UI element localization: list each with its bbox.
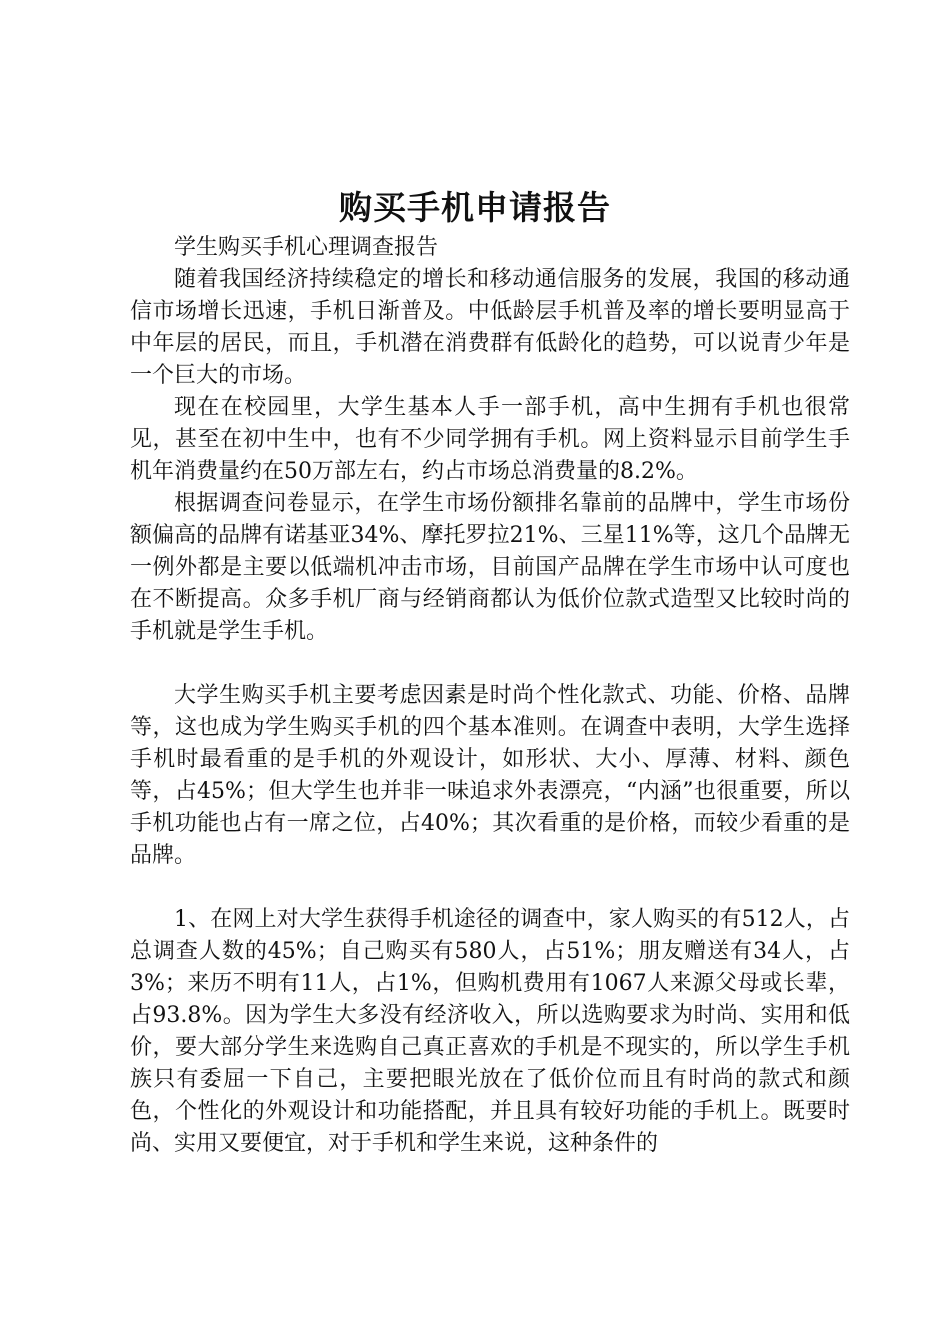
body-paragraph: 根据调查问卷显示，在学生市场份额排名靠前的品牌中，学生市场份额偏高的品牌有诺基亚34%、摩托罗拉21%、三星11%等，这几个品牌无一例外都是主要以低端机冲击市场，目前国产品牌在学生市场中认可度也在不断提高。众多手机厂商与经销商都认为低价位款式造型又比较时尚的手机就是学生手机。 <box>130 491 850 644</box>
document-title: 购买手机申请报告 <box>339 188 611 227</box>
paragraph-spacer <box>130 648 850 680</box>
subtitle-paragraph: 学生购买手机心理调查报告 <box>174 235 439 260</box>
paragraph-spacer <box>130 872 850 904</box>
body-paragraph: 大学生购买手机主要考虑因素是时尚个性化款式、功能、价格、品牌等，这也成为学生购买手机的四个基本准则。在调查中表明，大学生选择手机时最看重的是手机的外观设计，如形状、大小、厚薄、材料、颜色等，占45%；但大学生也并非一味追求外表漂亮，“内涵”也很重要，所以手机功能也占有一席之位，占40%；其次看重的是价格，而较少看重的是品牌。 <box>130 683 850 868</box>
body-paragraph: 随着我国经济持续稳定的增长和移动通信服务的发展，我国的移动通信市场增长迅速，手机日渐普及。中低龄层手机普及率的增长要明显高于中年层的居民，而且，手机潜在消费群有低龄化的趋势，可以说青少年是一个巨大的市场。 <box>130 267 850 388</box>
body-paragraph: 现在在校园里，大学生基本人手一部手机，高中生拥有手机也很常见，甚至在初中生中，也有不少同学拥有手机。网上资料显示目前学生手机年消费量约在50万部左右，约占市场总消费量的8.2%。 <box>130 395 850 484</box>
body-paragraph: 1、在网上对大学生获得手机途径的调查中，家人购买的有512人，占总调查人数的45%；自己购买有580人，占51%；朋友赠送有34人，占3%；来历不明有11人，占1%，但购机费用有1067人来源父母或长辈，占93.8%。因为学生大多没有经济收入，所以选购要求为时尚、实用和低价，要大部分学生来选购自己真正喜欢的手机是不现实的，所以学生手机族只有委屈一下自己，主要把眼光放在了低价位而且有时尚的款式和颜色，个性化的外观设计和功能搭配，并且具有较好功能的手机上。既要时尚、实用又要便宜，对于手机和学生来说，这种条件的 <box>130 907 850 1156</box>
document-body <box>130 232 850 1160</box>
